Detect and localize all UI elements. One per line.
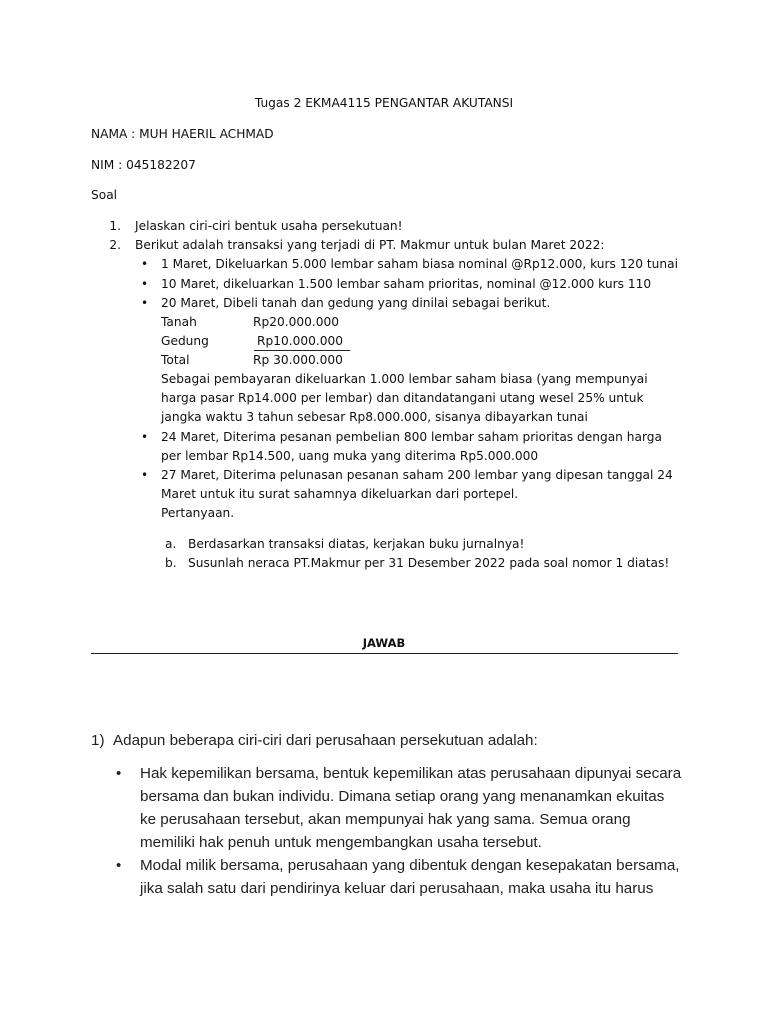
- student-name: NAMA : MUH HAERIL ACHMAD: [91, 127, 274, 141]
- answer-intro: Adapun beberapa ciri-ciri dari perusahaan persekutuan adalah:: [113, 732, 538, 749]
- bullet-icon: •: [141, 468, 149, 482]
- bullet-icon: •: [141, 430, 149, 444]
- question-number: 1.: [109, 219, 121, 233]
- question-text: Jelaskan ciri-ciri bentuk usaha persekutuan!: [135, 219, 403, 233]
- answer-point-2-line: Modal milik bersama, perusahaan yang dibentuk dengan kesepakatan bersama,: [140, 857, 680, 874]
- divider: [91, 653, 678, 654]
- asset-value: Rp10.000.000: [257, 334, 343, 348]
- bullet-icon: •: [141, 296, 149, 310]
- subquestion-letter: b.: [165, 556, 177, 570]
- bullet-icon: •: [116, 857, 122, 874]
- payment-line: jangka waktu 3 tahun sebesar Rp8.000.000, sisanya dibayarkan tunai: [161, 410, 588, 424]
- asset-value: Rp20.000.000: [253, 315, 339, 329]
- bullet-icon: •: [116, 765, 122, 782]
- transaction-3: 20 Maret, Dibeli tanah dan gedung yang dinilai sebagai berikut.: [161, 296, 551, 310]
- payment-line: Sebagai pembayaran dikeluarkan 1.000 lembar saham biasa (yang mempunyai: [161, 372, 648, 386]
- bullet-icon: •: [141, 277, 149, 291]
- answer-point-1-line: ke perusahaan tersebut, akan mempunyai hak yang sama. Semua orang: [140, 811, 631, 828]
- soal-heading: Soal: [91, 188, 118, 202]
- asset-label: Tanah: [161, 315, 197, 329]
- document-title: Tugas 2 EKMA4115 PENGANTAR AKUTANSI: [254, 96, 514, 110]
- asset-label: Gedung: [161, 334, 209, 348]
- transaction-1: 1 Maret, Dikeluarkan 5.000 lembar saham biasa nominal @Rp12.000, kurs 120 tunai: [161, 257, 678, 271]
- asset-label: Total: [161, 353, 190, 367]
- subquestion-text: Berdasarkan transaksi diatas, kerjakan buku jurnalnya!: [188, 537, 525, 551]
- answer-point-1-line: bersama dan bukan individu. Dimana setiap orang yang menanamkan ekuitas: [140, 788, 665, 805]
- transaction-5-line: Maret untuk itu surat sahamnya dikeluarkan dari portepel.: [161, 487, 519, 501]
- question-text: Berikut adalah transaksi yang terjadi di PT. Makmur untuk bulan Maret 2022:: [135, 238, 605, 252]
- total-underline: [254, 350, 350, 351]
- transaction-5-line: 27 Maret, Diterima pelunasan pesanan saham 200 lembar yang dipesan tanggal 24: [161, 468, 673, 482]
- asset-value: Rp 30.000.000: [253, 353, 343, 367]
- transaction-4-line: 24 Maret, Diterima pesanan pembelian 800 lembar saham prioritas dengan harga: [161, 430, 662, 444]
- payment-line: harga pasar Rp14.000 per lembar) dan ditandatangani utang wesel 25% untuk: [161, 391, 644, 405]
- jawab-heading: JAWAB: [362, 636, 406, 650]
- answer-point-2-line: jika salah satu dari pendirinya keluar dari perusahaan, maka usaha itu harus: [140, 880, 654, 897]
- answer-point-1-line: memiliki hak penuh untuk mengembangkan usaha tersebut.: [140, 834, 542, 851]
- subquestion-text: Susunlah neraca PT.Makmur per 31 Desember 2022 pada soal nomor 1 diatas!: [188, 556, 670, 570]
- transaction-4-line: per lembar Rp14.500, uang muka yang diterima Rp5.000.000: [161, 449, 539, 463]
- pertanyaan-label: Pertanyaan.: [161, 506, 235, 520]
- subquestion-letter: a.: [165, 537, 177, 551]
- question-number: 2.: [109, 238, 121, 252]
- bullet-icon: •: [141, 257, 149, 271]
- answer-number: 1): [91, 732, 105, 749]
- answer-point-1-line: Hak kepemilikan bersama, bentuk kepemilikan atas perusahaan dipunyai secara: [140, 765, 682, 782]
- student-nim: NIM : 045182207: [91, 158, 196, 172]
- transaction-2: 10 Maret, dikeluarkan 1.500 lembar saham prioritas, nominal @12.000 kurs 110: [161, 277, 652, 291]
